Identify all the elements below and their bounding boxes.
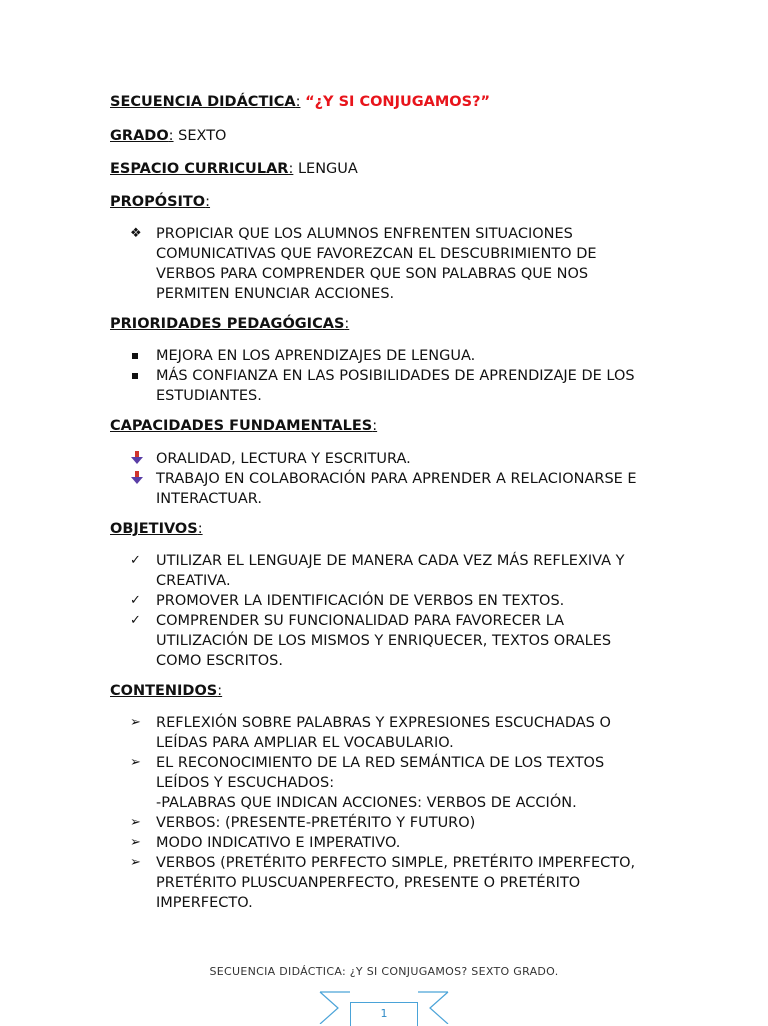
list-item	[130, 611, 625, 671]
list-item-line: VERBOS PARA COMPRENDER QUE SON PALABRAS QUE NOS	[156, 266, 589, 282]
arrowhead-bullet-icon: ➢	[130, 815, 141, 830]
secuencia-line	[110, 92, 490, 112]
square-bullet-icon	[130, 346, 150, 366]
check-bullet-icon: ✓	[130, 613, 141, 628]
list-item-line: PROPICIAR QUE LOS ALUMNOS ENFRENTEN SITUACIONES	[156, 226, 573, 242]
list-item-line: ESTUDIANTES.	[156, 388, 262, 404]
list-item	[130, 853, 635, 913]
espacio-colon: :	[288, 161, 294, 177]
list-item-line: VERBOS: (PRESENTE-PRETÉRITO Y FUTURO)	[156, 815, 476, 831]
list-item-line: REFLEXIÓN SOBRE PALABRAS Y EXPRESIONES ESCUCHADAS O	[156, 715, 611, 731]
prioridades-list	[130, 346, 635, 406]
list-item-line: PRETÉRITO PLUSCUANPERFECTO, PRESENTE O PRETÉRITO	[156, 875, 581, 891]
objetivos-list	[130, 551, 625, 671]
list-item-line: -PALABRAS QUE INDICAN ACCIONES: VERBOS DE ACCIÓN.	[156, 795, 577, 811]
objetivos-heading	[110, 519, 203, 539]
list-item-line: IMPERFECTO.	[156, 895, 253, 911]
list-item-line: LEÍDOS Y ESCUCHADOS:	[156, 775, 335, 791]
espacio-value: LENGUA	[293, 161, 358, 177]
list-item	[130, 449, 637, 469]
list-item-line: COMPRENDER SU FUNCIONALIDAD PARA FAVORECER LA	[156, 613, 565, 629]
list-item-line: LEÍDAS PARA AMPLIAR EL VOCABULARIO.	[156, 735, 454, 751]
arrowhead-bullet-icon: ➢	[130, 755, 141, 770]
list-item	[130, 591, 625, 611]
prioridades-colon: :	[344, 316, 350, 332]
objetivos-label: OBJETIVOS	[110, 521, 198, 537]
secuencia-title: “¿Y SI CONJUGAMOS?”	[305, 94, 491, 110]
secuencia-label: SECUENCIA DIDÁCTICA	[110, 94, 296, 110]
list-item-line: PROMOVER LA IDENTIFICACIÓN DE VERBOS EN TEXTOS.	[156, 593, 565, 609]
list-item	[130, 813, 635, 833]
list-item-line: CREATIVA.	[156, 573, 231, 589]
arrowhead-bullet-icon: ➢	[130, 835, 141, 850]
capacidades-label: CAPACIDADES FUNDAMENTALES	[110, 418, 373, 434]
grado-label: GRADO	[110, 128, 169, 144]
grado-colon: :	[168, 128, 174, 144]
grado-value: SEXTO	[173, 128, 227, 144]
list-item	[130, 366, 635, 406]
capacidades-list	[130, 449, 637, 509]
espacio-line	[110, 159, 358, 179]
proposito-list	[130, 224, 597, 304]
list-item	[130, 753, 635, 813]
contenidos-heading	[110, 681, 222, 701]
proposito-label: PROPÓSITO	[110, 194, 206, 210]
page-footer: SECUENCIA DIDÁCTICA: ¿Y SI CONJUGAMOS? SEXTO GRADO.	[209, 965, 559, 978]
secuencia-colon: :	[295, 94, 301, 110]
down-arrow-bullet-icon	[130, 469, 150, 492]
arrowhead-bullet-icon: ➢	[130, 715, 141, 730]
list-item	[130, 713, 635, 753]
list-item-line: COMUNICATIVAS QUE FAVOREZCAN EL DESCUBRIMIENTO DE	[156, 246, 597, 262]
proposito-colon: :	[205, 194, 211, 210]
list-item-line: ORALIDAD, LECTURA Y ESCRITURA.	[156, 451, 411, 467]
list-item-line: UTILIZAR EL LENGUAJE DE MANERA CADA VEZ MÁS REFLEXIVA Y	[156, 553, 625, 569]
list-item-line: INTERACTUAR.	[156, 491, 262, 507]
contenidos-list	[130, 713, 635, 913]
diamond-bullet-icon: ❖	[130, 226, 142, 241]
check-bullet-icon: ✓	[130, 553, 141, 568]
list-item-line: MEJORA EN LOS APRENDIZAJES DE LENGUA.	[156, 348, 476, 364]
list-item	[130, 469, 637, 509]
arrowhead-bullet-icon: ➢	[130, 855, 141, 870]
page-number: 1	[350, 1002, 418, 1026]
grado-line	[110, 126, 226, 146]
espacio-label: ESPACIO CURRICULAR	[110, 161, 289, 177]
list-item-line: EL RECONOCIMIENTO DE LA RED SEMÁNTICA DE LOS TEXTOS	[156, 755, 605, 771]
objetivos-colon: :	[197, 521, 203, 537]
list-item	[130, 224, 597, 304]
square-bullet-icon	[130, 366, 150, 386]
contenidos-colon: :	[217, 683, 223, 699]
list-item-line: MODO INDICATIVO E IMPERATIVO.	[156, 835, 401, 851]
capacidades-colon: :	[372, 418, 378, 434]
list-item-line: VERBOS (PRETÉRITO PERFECTO SIMPLE, PRETÉRITO IMPERFECTO,	[156, 855, 636, 871]
list-item-line: COMO ESCRITOS.	[156, 653, 283, 669]
list-item-line: TRABAJO EN COLABORACIÓN PARA APRENDER A RELACIONARSE E	[156, 471, 637, 487]
list-item-line: PERMITEN ENUNCIAR ACCIONES.	[156, 286, 395, 302]
check-bullet-icon: ✓	[130, 593, 141, 608]
prioridades-label: PRIORIDADES PEDAGÓGICAS	[110, 316, 345, 332]
list-item	[130, 551, 625, 591]
capacidades-heading	[110, 416, 377, 436]
list-item	[130, 346, 635, 366]
prioridades-heading	[110, 314, 349, 334]
proposito-heading	[110, 192, 210, 212]
list-item	[130, 833, 635, 853]
list-item-line: UTILIZACIÓN DE LOS MISMOS Y ENRIQUECER, TEXTOS ORALES	[156, 633, 612, 649]
list-item-line: MÁS CONFIANZA EN LAS POSIBILIDADES DE APRENDIZAJE DE LOS	[156, 368, 635, 384]
contenidos-label: CONTENIDOS	[110, 683, 218, 699]
